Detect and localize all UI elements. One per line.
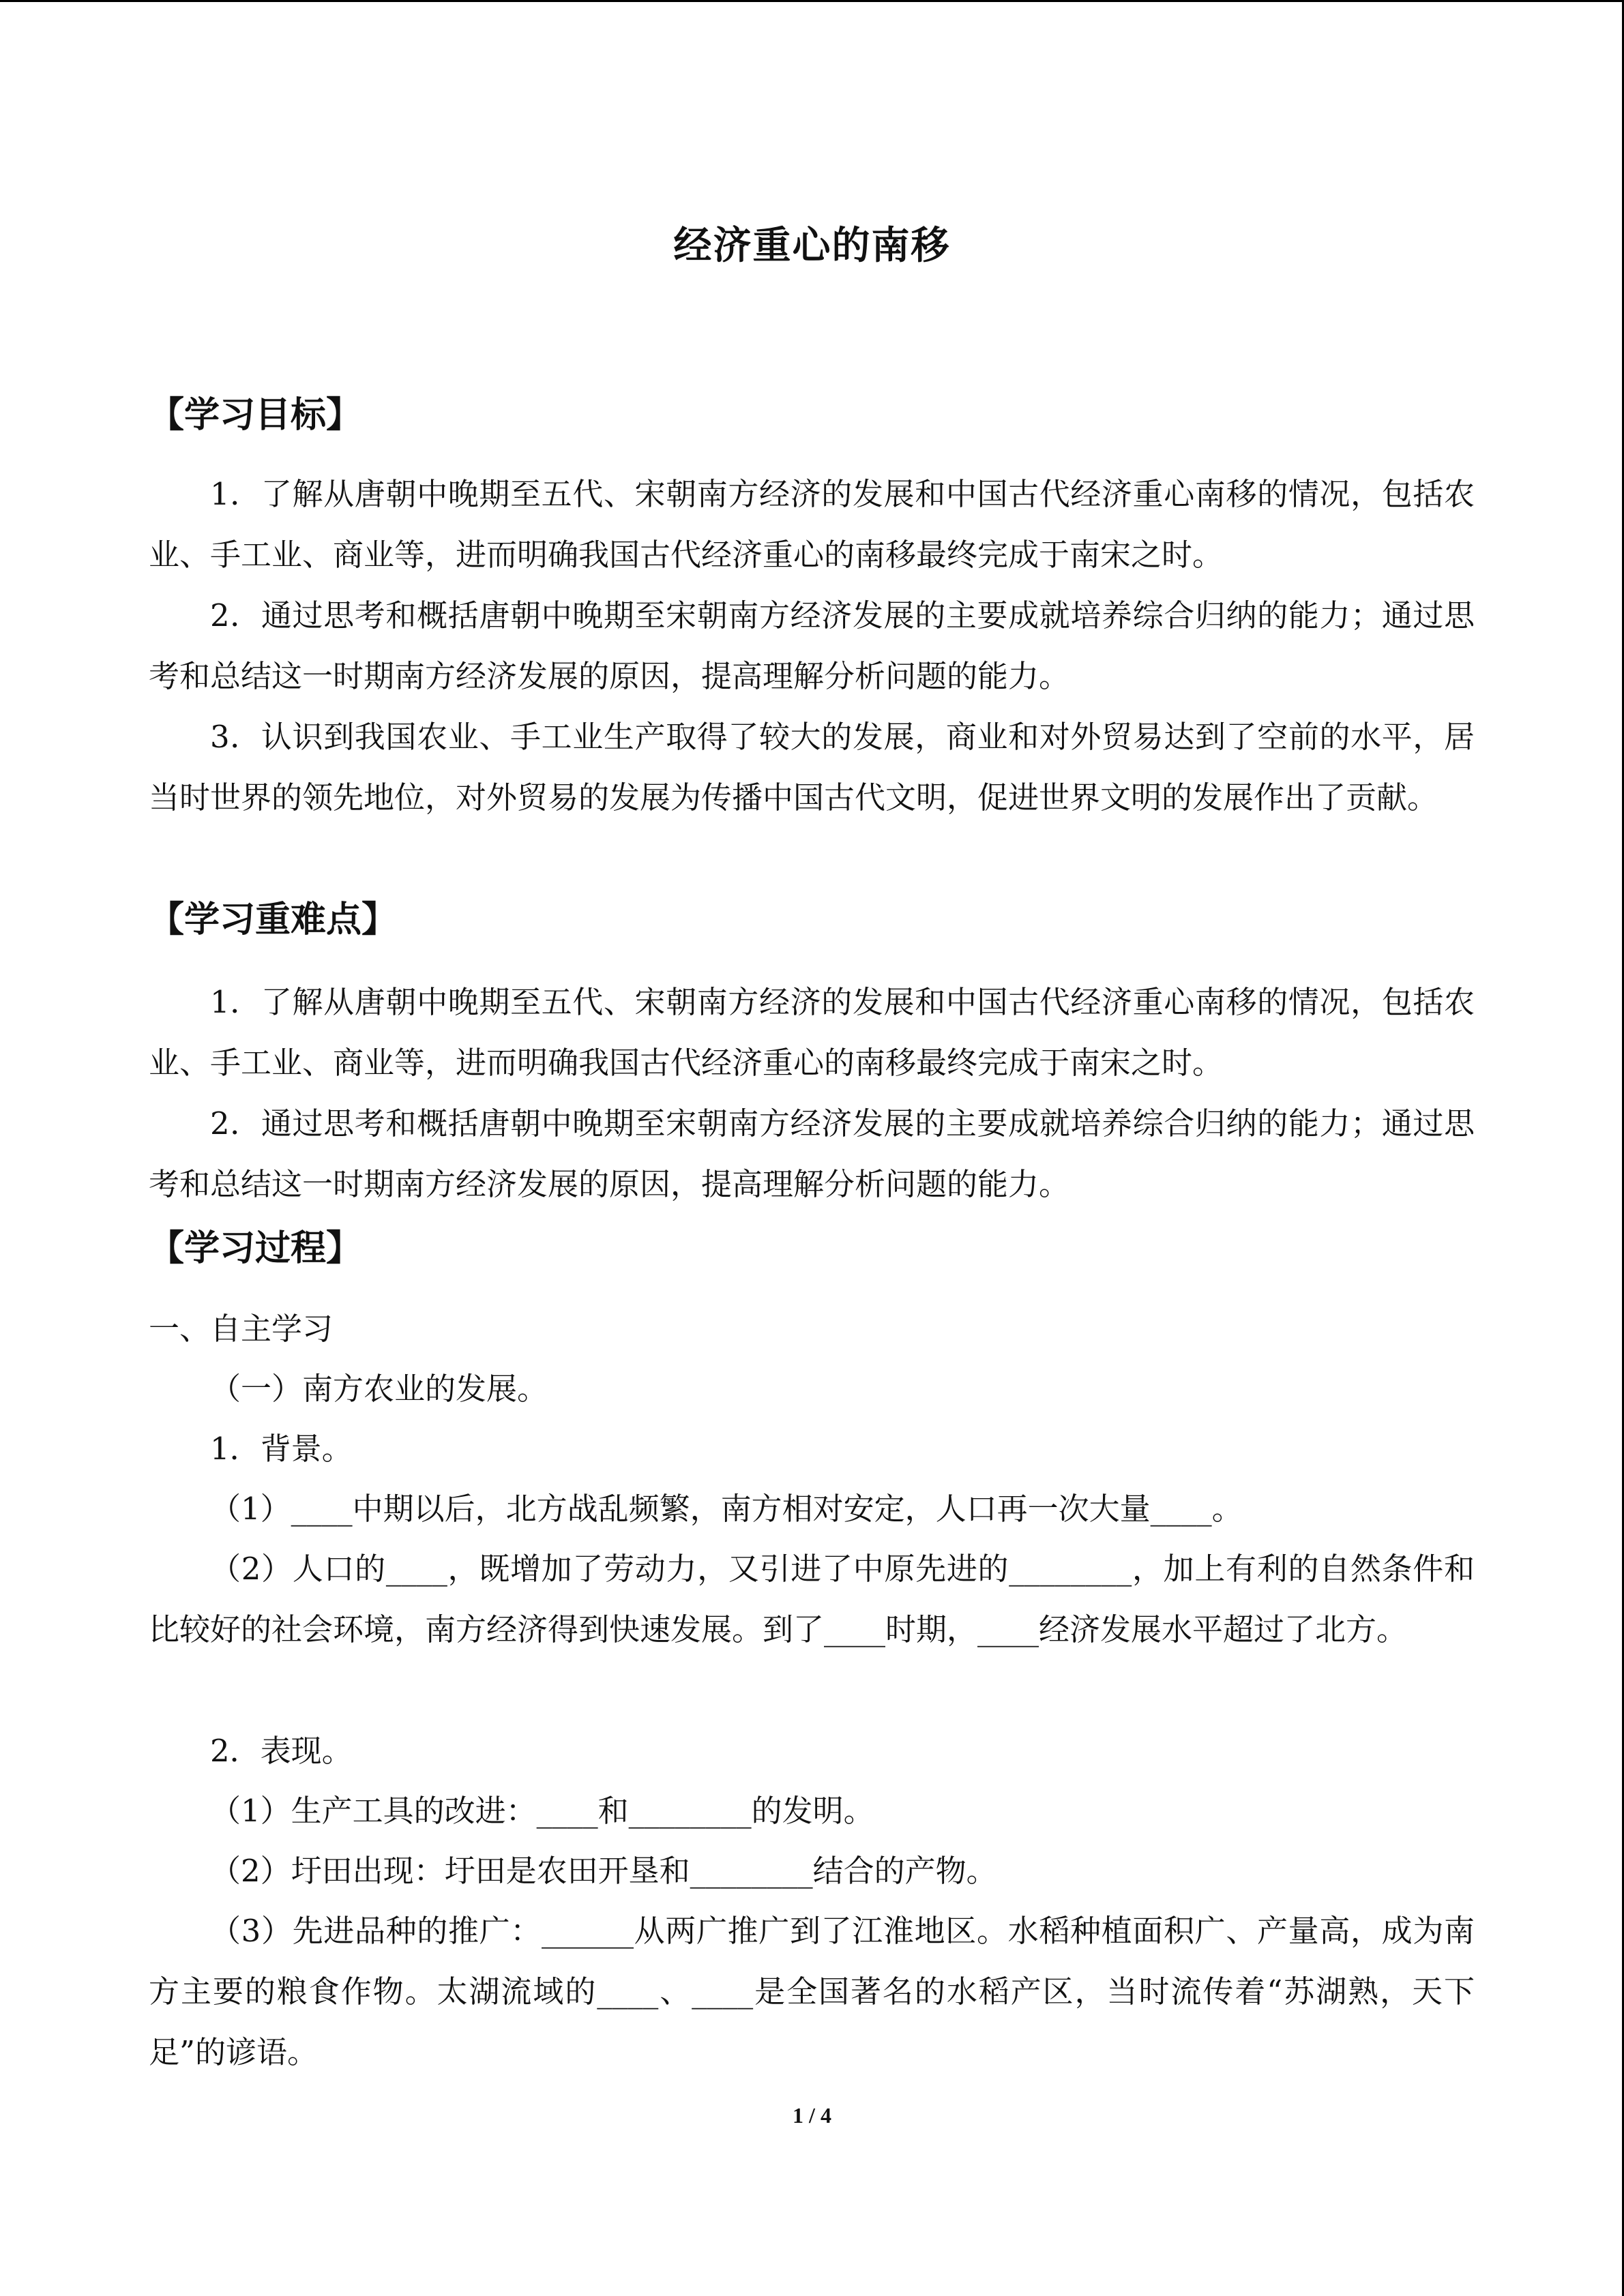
part-1-label: 一、自主学习 bbox=[149, 1311, 334, 1347]
goal-item-2: 2．通过思考和概括唐朝中晚期至宋朝南方经济发展的主要成就培养综合归纳的能力；通过思考和总结这一时期南方经济发展的原因，提高理解分析问题的能力。 bbox=[149, 597, 1475, 694]
page-number: 1 / 4 bbox=[793, 2103, 831, 2128]
background-label: 1．背景。 bbox=[210, 1431, 353, 1467]
manifestation-item-1: （1）生产工具的改进：____和________的发明。 bbox=[210, 1793, 874, 1829]
manifestation-label: 2．表现。 bbox=[210, 1733, 353, 1769]
background-item-2: （2）人口的____，既增加了劳动力，又引进了中原先进的________，加上有利的自然条件和比较好的社会环境，南方经济得到快速发展。到了____时期，____经济发展水平超过了北方。 bbox=[149, 1551, 1475, 1648]
key-point-item-2: 2．通过思考和概括唐朝中晚期至宋朝南方经济发展的主要成就培养综合归纳的能力；通过思考和总结这一时期南方经济发展的原因，提高理解分析问题的能力。 bbox=[149, 1105, 1475, 1202]
key-point-item-1: 1．了解从唐朝中晚期至五代、宋朝南方经济的发展和中国古代经济重心南移的情况，包括农业、手工业、商业等，进而明确我国古代经济重心的南移最终完成于南宋之时。 bbox=[149, 984, 1475, 1081]
sub-section-1-label: （一）南方农业的发展。 bbox=[210, 1371, 548, 1407]
manifestation-item-2: （2）圩田出现：圩田是农田开垦和________结合的产物。 bbox=[210, 1853, 997, 1889]
manifestation-item-3: （3）先进品种的推广：______从两广推广到了江淮地区。水稻种植面积广、产量高，成为南方主要的粮食作物。太湖流域的____、____是全国著名的水稻产区，当时流传着“苏湖熟，天下足”的谚语。 bbox=[149, 1913, 1475, 2070]
page-title: 经济重心的南移 bbox=[673, 224, 951, 268]
background-item-1: （1）____中期以后，北方战乱频繁，南方相对安定，人口再一次大量____。 bbox=[210, 1491, 1243, 1527]
goal-item-1: 1．了解从唐朝中晚期至五代、宋朝南方经济的发展和中国古代经济重心南移的情况，包括农业、手工业、商业等，进而明确我国古代经济重心的南移最终完成于南宋之时。 bbox=[149, 476, 1475, 573]
goal-item-3: 3．认识到我国农业、手工业生产取得了较大的发展，商业和对外贸易达到了空前的水平，居当时世界的领先地位，对外贸易的发展为传播中国古代文明，促进世界文明的发展作出了贡献。 bbox=[149, 719, 1475, 816]
section-heading-key-points: 【学习重难点】 bbox=[149, 899, 398, 940]
section-heading-process: 【学习过程】 bbox=[149, 1228, 362, 1269]
section-heading-goals: 【学习目标】 bbox=[149, 395, 362, 436]
